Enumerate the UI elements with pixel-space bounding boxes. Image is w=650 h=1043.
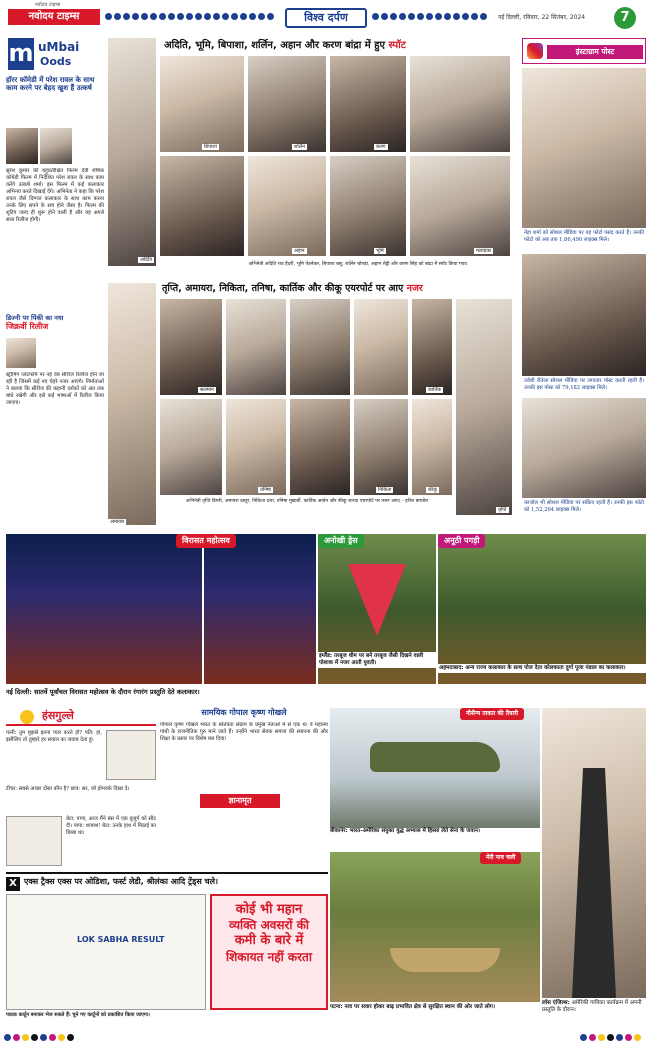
model-caption-text: अमेरिकी गायिका कार्यक्रम में अपनी प्रस्तुति के दौरान। bbox=[542, 1000, 642, 1013]
humor-title: हंसगुल्ले bbox=[42, 709, 74, 722]
celeb-label: निकिता bbox=[378, 487, 392, 493]
celeb-top-photo-lead bbox=[108, 38, 156, 266]
logo-m: m bbox=[8, 38, 34, 70]
oods-subhead-wrap bbox=[6, 314, 104, 332]
quote-line-3: कमी के बारे में bbox=[234, 933, 304, 949]
mumbai-oods-column bbox=[6, 38, 106, 528]
quote-line-4: शिकायत नहीं करता bbox=[226, 949, 312, 964]
strip-caption-1 bbox=[6, 688, 316, 696]
humor-section bbox=[6, 708, 156, 868]
gyanamrit-title: सामयिक गोपाल कृष्ण गोखले bbox=[201, 708, 287, 717]
strip-place-2: इंग्लैंड: bbox=[319, 653, 333, 659]
celeb-bottom-photo-5 bbox=[354, 299, 408, 395]
celeb-label: तनिषा bbox=[260, 487, 272, 493]
helicopter-caption bbox=[330, 828, 540, 835]
celeb-label: तृप्ति bbox=[498, 507, 507, 513]
gyanamrit-body: गोपाल कृष्ण गोखले भारत के स्वतंत्रता संग्राम के प्रमुख नेताओं में से एक थे। वे महात्मा गांधी के राजनीतिक गुरु माने जाते हैं। उन्होंने भारत सेवक समाज की स्थापना की और शिक्षा के प्रसार पर विशेष बल दिया। bbox=[160, 722, 328, 743]
quote-line-2: व्यक्ति अवसरों की bbox=[228, 918, 310, 933]
paper-name: नवोदय टाइम्स bbox=[28, 11, 80, 22]
gown-shape bbox=[572, 768, 616, 998]
cartoon-1 bbox=[106, 730, 156, 780]
masthead-small-title: नवोदय टाइम्स bbox=[35, 2, 61, 8]
section-title: विश्व दर्पण bbox=[285, 8, 367, 28]
oods-subhead: डिज्नी पर पिंकी का नया bbox=[6, 314, 64, 322]
celeb-bottom-accent: नजर bbox=[406, 283, 423, 294]
boat-tag: मेरी नाव चली bbox=[480, 852, 521, 864]
insta-post-3: काजोल भी सोशल मीडिया पर सक्रिय रहती हैं। उनकी इस फोटो को 1,52,264 लाइक्स मिले। bbox=[524, 500, 644, 514]
celeb-top-photo-7 bbox=[248, 156, 326, 256]
tag-anuthi: अनूठी पगड़ी bbox=[438, 534, 485, 548]
celeb-top-photo-8 bbox=[330, 156, 406, 256]
gyanamrit-subtitle: ज्ञानामृत bbox=[200, 794, 280, 808]
masthead-dots-left bbox=[105, 13, 274, 20]
boat-photo bbox=[330, 852, 540, 1002]
celeb-bottom-photo-7 bbox=[456, 299, 512, 515]
express-section bbox=[6, 872, 328, 1032]
cartoon-label: LOK SABHA RESULT bbox=[77, 935, 165, 944]
page-number: 7 bbox=[614, 7, 636, 29]
boat-shape bbox=[390, 948, 500, 972]
celeb-top-photo-5 bbox=[410, 56, 510, 152]
tag-virasat: विरासत महोत्सव bbox=[176, 534, 236, 548]
paper-name-banner bbox=[8, 9, 100, 25]
strip-place-1: नई दिल्ली: bbox=[6, 688, 32, 696]
tag-anokhi: अनोखी ड्रेस bbox=[318, 534, 364, 548]
joke-3: बेटा: पापा, आज मैंने बस में एक बुजुर्ग को सीट दी। पापा: शाबाश! बेटा: उनके हाथ में मिठाई का डिब्बा था। bbox=[66, 816, 156, 837]
boat-caption-text: नाव पर सवार होकर बाढ़ प्रभावित क्षेत्र से सुरक्षित स्थान की ओर जाते लोग। bbox=[344, 1004, 495, 1010]
celeb-bottom-caption: अभिनेत्री तृप्ति डिमरी, अमायरा दस्तूर, निकिता दत्ता, तनिषा मुखर्जी, कार्तिक आर्यन और कीकू शारदा एयरपोर्ट पर नजर आए। - हरीश बागडेरा bbox=[185, 499, 429, 504]
celeb-bottom-photo-11 bbox=[354, 399, 408, 495]
quote-box bbox=[210, 894, 328, 1010]
celeb-label: अहान bbox=[294, 248, 305, 254]
celeb-top-photo-6 bbox=[160, 156, 244, 256]
helicopter-place: बीकानेर: bbox=[330, 828, 348, 834]
x-logo-icon: X bbox=[6, 877, 20, 891]
model-place: लॉस एंजिल्स: bbox=[542, 1000, 570, 1006]
insta-photo-3 bbox=[522, 398, 646, 498]
oods-body: सुरेश कुमार की बहुप्रतीक्षित फिल्म देवी शीर्षक कॉमेडी फिल्म में निर्देशित परेश रावल के साथ काम करेंगे उत्कर्ष शर्मा। इस फिल्म में कई कलाकार अभिनय करते दिखाई देंगे। अभिनेता ने कहा कि परेश रावल जैसे दिग्गज कलाकार के साथ काम करना उनके लिए सपने के सच होने जैसा है। फिल्म की शूटिंग जल्द ही शुरू होने वाली है और यह अगले साल रिलीज होगी। bbox=[6, 168, 104, 224]
model-caption bbox=[542, 1000, 646, 1014]
celeb-bottom-photo-10 bbox=[290, 399, 350, 495]
stage-photo-2 bbox=[204, 534, 316, 684]
helicopter-caption-text: भारत-अमेरिका संयुक्त युद्ध अभ्यास में हिस्सा लेते सेना के जवान। bbox=[349, 828, 480, 834]
logo-text-1: uMbai bbox=[38, 40, 80, 54]
celeb-top-photo-3 bbox=[248, 56, 326, 152]
celeb-top-caption: अभिनेत्री अदिति राव हैदरी, भूमि पेडनेकर, बिपाशा बसु, शर्लिन चोपड़ा, अहान शेट्टी और करण सिंह को बांद्रा में स्पॉट किया गया। bbox=[248, 262, 468, 267]
joke-2: टीचर: सबसे अच्छा दोस्त कौन है? छात्र: सर, जो होमवर्क दिखा दे। bbox=[6, 786, 130, 792]
cartoon-strip bbox=[6, 894, 206, 1010]
celeb-bottom-photo-12 bbox=[412, 399, 452, 495]
celeb-bottom-section bbox=[108, 283, 518, 529]
stage-photo-1 bbox=[6, 534, 202, 684]
watermelon-dress-shape bbox=[348, 564, 406, 636]
helicopter-body-shape bbox=[370, 742, 500, 772]
strip-caption-2 bbox=[318, 652, 436, 668]
celeb-top-photo-2 bbox=[160, 56, 244, 152]
instagram-title: इंस्टाग्राम पोस्ट bbox=[547, 45, 643, 59]
strip-text-1: सातवें पूर्वांचल विरासत महोत्सव के दौरान रंगारंग प्रस्तुति देते कलाकार। bbox=[34, 688, 200, 696]
celeb-label: शर्लिन bbox=[294, 144, 305, 150]
celeb-bottom-photo-4 bbox=[290, 299, 350, 395]
instagram-icon bbox=[527, 43, 543, 59]
boat-caption bbox=[330, 1004, 540, 1011]
photo-strip bbox=[6, 534, 646, 704]
logo-text-2: Oods bbox=[40, 55, 72, 68]
celeb-bottom-photo-2 bbox=[160, 299, 222, 395]
mumbai-oods-logo bbox=[6, 38, 106, 72]
express-title: एक्स ट्रैक्स एक्स पर ओडिशा, फर्स्ट लेडी, श्रीलंका आदि ट्रेंड्स चले। bbox=[24, 877, 219, 886]
cartoon-2 bbox=[6, 816, 62, 866]
celeb-label: कीकू bbox=[428, 487, 437, 493]
footer-dots bbox=[4, 1034, 74, 1041]
celeb-top-photo-9 bbox=[410, 156, 510, 256]
insta-post-2: उर्वशी रौतेला सोशल मीडिया पर लगातार पोस्ट करती रहती हैं। उनकी इस पोस्ट को 79,182 लाइक्स मिले। bbox=[524, 378, 644, 392]
celeb-label: कार्तिक bbox=[428, 387, 442, 393]
celeb-label: सलमान bbox=[200, 387, 214, 393]
celeb-bottom-photo-6 bbox=[412, 299, 452, 395]
celeb-top-photo-4 bbox=[330, 56, 406, 152]
pagdi-photo bbox=[438, 534, 646, 684]
oods-photo-3 bbox=[6, 338, 36, 368]
oods-photo-1 bbox=[6, 128, 38, 164]
celeb-bottom-photo-9 bbox=[226, 399, 286, 495]
humor-header bbox=[6, 708, 156, 726]
quote-line-1: कोई भी महान bbox=[235, 902, 303, 917]
joke-1: पत्नी: तुम मुझसे इतना प्यार करते हो? पति: हां, इसीलिए तो तुम्हारे हर सवाल का जवाब देता हूं। bbox=[6, 730, 102, 744]
helicopter-section bbox=[330, 708, 540, 848]
insta-photo-1 bbox=[522, 68, 646, 228]
footer-caption: पाठक कार्टून बनाकर भेज सकते हैं। चुने गए कार्टूनों को प्रकाशित किया जाएगा। bbox=[6, 1012, 150, 1018]
strip-text-3: अन्य राज्य कलाकार के साथ पोज देता कोलकाता दुर्गा पूजा पंडाल का कलाकार। bbox=[465, 665, 626, 671]
strip-text-2: तरबूज थीम पर बने तरबूज जैसी दिखने वाली पोशाक में नजर आती युवती। bbox=[319, 653, 424, 666]
helicopter-tag: नौसैन्य ताकत की तैयारी bbox=[460, 708, 524, 720]
celeb-bottom-headline: तृप्ति, अमायरा, निकिता, तनिषा, कार्तिक और कीकू एयरपोर्ट पर आए नजर bbox=[162, 283, 423, 294]
instagram-column bbox=[522, 38, 646, 528]
boat-section bbox=[330, 852, 540, 1032]
oods-body-2: स्ट्रीमिंग प्लेटफॉर्म पर नई वेब सीरीज रिलीज होने जा रही है जिसमें कई नए चेहरे नजर आएंगे। निर्माताओं ने बताया कि सीरीज की कहानी दर्शकों को अंत तक बांधे रखेगी और इसे कई भाषाओं में रिलीज किया जाएगा। bbox=[6, 372, 104, 407]
express-header bbox=[6, 872, 328, 890]
smiley-icon bbox=[20, 710, 34, 724]
dateline: नई दिल्ली, रविवार, 22 सितंबर, 2024 bbox=[498, 14, 586, 21]
instagram-header bbox=[522, 38, 646, 64]
celeb-label: भूमि bbox=[376, 248, 384, 254]
helicopter-photo bbox=[330, 708, 540, 828]
celeb-bottom-photo-lead bbox=[108, 283, 156, 525]
oods-headline: हॉरर कॉमेडी में परेश रावल के साथ काम करने पर बेहद खुश हैं उत्कर्ष bbox=[6, 76, 95, 93]
celeb-top-section bbox=[108, 38, 518, 284]
celeb-label: करण bbox=[376, 144, 386, 150]
celeb-label: मलाइका bbox=[476, 248, 492, 254]
celeb-top-accent: स्पॉट bbox=[388, 40, 406, 51]
celeb-label: बिपाशा bbox=[204, 144, 217, 150]
masthead-dots-right bbox=[372, 13, 487, 20]
model-photo bbox=[542, 708, 646, 998]
oods-subhead-accent: जिक्रवीं रिलीज bbox=[6, 322, 49, 332]
insta-photo-2 bbox=[522, 254, 646, 376]
celeb-bottom-photo-8 bbox=[160, 399, 222, 495]
celeb-label: अमायरा bbox=[110, 519, 125, 525]
boat-place: पटना: bbox=[330, 1004, 343, 1010]
celeb-top-headline: अदिति, भूमि, बिपाशा, शर्लिन, अहान और करण बांद्रा में हुए स्पॉट bbox=[164, 40, 406, 51]
footer-dots-right bbox=[580, 1034, 641, 1041]
masthead bbox=[0, 0, 650, 34]
strip-caption-3 bbox=[438, 664, 646, 673]
oods-photo-2 bbox=[40, 128, 72, 164]
insta-post-1: नेहा शर्मा को सोशल मीडिया पर यह फोटो पसंद करते हैं। उनकी फोटो को अब तक 1,86,490 लाइक्स मिले। bbox=[524, 230, 644, 244]
celeb-bottom-photo-3 bbox=[226, 299, 286, 395]
gyanamrit-section bbox=[160, 708, 328, 868]
model-section bbox=[542, 708, 646, 1033]
celeb-label: अदिति bbox=[140, 257, 152, 263]
strip-place-3: अहमदाबाद: bbox=[439, 665, 464, 671]
